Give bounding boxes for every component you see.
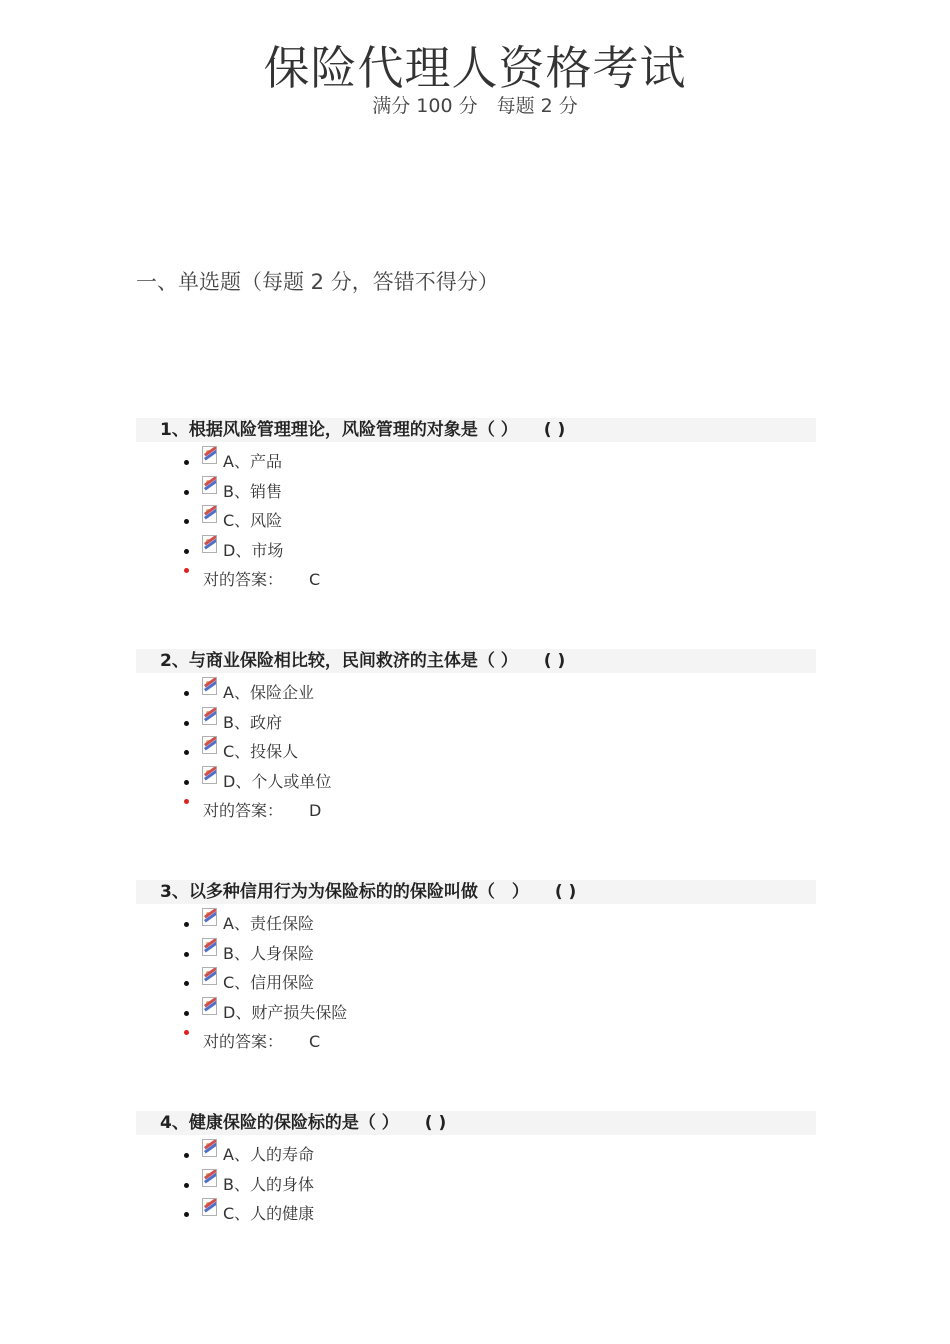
option-item[interactable] bbox=[136, 963, 816, 993]
broken-image-icon bbox=[202, 736, 217, 754]
option-item[interactable] bbox=[136, 673, 816, 703]
answer-label: 对的答案： bbox=[203, 801, 284, 820]
page-subtitle: 满分 100 分 每题 2 分 bbox=[372, 95, 578, 117]
option-label: C、投保人 bbox=[223, 742, 299, 761]
broken-image-icon bbox=[202, 938, 217, 956]
answer-value: C bbox=[309, 570, 321, 589]
option-list bbox=[136, 904, 816, 1052]
bullet-icon bbox=[184, 780, 189, 785]
option-item[interactable] bbox=[136, 472, 816, 502]
broken-image-icon bbox=[202, 1139, 217, 1157]
broken-image-icon bbox=[202, 967, 217, 985]
option-list bbox=[136, 442, 816, 590]
page-title: 保险代理人资格考试 bbox=[263, 41, 687, 95]
bullet-icon bbox=[184, 1011, 189, 1016]
bullet-icon bbox=[184, 952, 189, 957]
bullet-icon bbox=[184, 519, 189, 524]
question-text: 4、健康保险的保险标的是（ ） bbox=[160, 1113, 399, 1133]
option-label: B、人身保险 bbox=[223, 943, 314, 963]
bullet-icon bbox=[184, 568, 189, 573]
question-text: 2、与商业保险相比较，民间救济的主体是（ ） bbox=[160, 651, 518, 671]
bullet-icon bbox=[184, 549, 189, 554]
answer-item bbox=[136, 791, 816, 821]
answer-item bbox=[136, 1022, 816, 1052]
bullet-icon bbox=[184, 799, 189, 804]
broken-image-icon bbox=[202, 535, 217, 553]
bullet-icon bbox=[184, 721, 189, 726]
broken-image-icon bbox=[202, 997, 217, 1015]
option-item[interactable] bbox=[136, 1194, 816, 1224]
option-label: C、风险 bbox=[223, 511, 283, 530]
bullet-icon bbox=[184, 750, 189, 755]
bullet-icon bbox=[184, 490, 189, 495]
bullet-icon bbox=[184, 1030, 189, 1035]
option-item[interactable] bbox=[136, 1135, 816, 1165]
answer-value: D bbox=[309, 801, 322, 820]
question-header bbox=[136, 649, 816, 673]
broken-image-icon bbox=[202, 677, 217, 695]
bullet-icon bbox=[184, 691, 189, 696]
option-label: B、人的身体 bbox=[223, 1174, 314, 1194]
option-label: A、保险企业 bbox=[223, 683, 314, 702]
option-label: A、责任保险 bbox=[223, 914, 314, 933]
section-heading: 一、单选题（每题 2 分，答错不得分） bbox=[136, 270, 499, 294]
bullet-icon bbox=[184, 922, 189, 927]
question-paren: ( ) bbox=[424, 1113, 447, 1133]
broken-image-icon bbox=[202, 446, 217, 464]
answer-label: 对的答案： bbox=[203, 1032, 284, 1051]
option-label: B、政府 bbox=[223, 712, 282, 732]
option-item[interactable] bbox=[136, 703, 816, 733]
answer-label: 对的答案： bbox=[203, 570, 284, 589]
question-block bbox=[136, 649, 816, 821]
bullet-icon bbox=[184, 1212, 189, 1217]
broken-image-icon bbox=[202, 707, 217, 725]
broken-image-icon bbox=[202, 1169, 217, 1187]
answer-value: C bbox=[309, 1032, 321, 1051]
option-label: D、财产损失保险 bbox=[223, 1002, 348, 1022]
broken-image-icon bbox=[202, 476, 217, 494]
option-item[interactable] bbox=[136, 531, 816, 561]
option-label: A、人的寿命 bbox=[223, 1145, 314, 1164]
question-paren: ( ) bbox=[554, 882, 577, 902]
question-block bbox=[136, 418, 816, 590]
question-text: 3、以多种信用行为为保险标的的保险叫做（ ） bbox=[160, 882, 529, 902]
option-list bbox=[136, 673, 816, 821]
option-label: B、销售 bbox=[223, 481, 282, 501]
question-text: 1、根据风险管理理论，风险管理的对象是（ ） bbox=[160, 420, 518, 440]
option-label: A、产品 bbox=[223, 452, 282, 471]
option-list bbox=[136, 1135, 816, 1224]
bullet-icon bbox=[184, 1153, 189, 1158]
question-paren: ( ) bbox=[543, 651, 566, 671]
option-item[interactable] bbox=[136, 904, 816, 934]
option-item[interactable] bbox=[136, 762, 816, 792]
broken-image-icon bbox=[202, 908, 217, 926]
broken-image-icon bbox=[202, 766, 217, 784]
option-label: C、信用保险 bbox=[223, 973, 315, 992]
option-label: D、个人或单位 bbox=[223, 771, 332, 791]
question-header bbox=[136, 418, 816, 442]
option-item[interactable] bbox=[136, 732, 816, 762]
option-item[interactable] bbox=[136, 1165, 816, 1195]
question-header bbox=[136, 880, 816, 904]
option-item[interactable] bbox=[136, 934, 816, 964]
broken-image-icon bbox=[202, 1198, 217, 1216]
answer-item bbox=[136, 560, 816, 590]
bullet-icon bbox=[184, 1183, 189, 1188]
question-block bbox=[136, 1111, 816, 1224]
option-label: C、人的健康 bbox=[223, 1204, 315, 1223]
bullet-icon bbox=[184, 460, 189, 465]
question-block bbox=[136, 880, 816, 1052]
option-item[interactable] bbox=[136, 442, 816, 472]
broken-image-icon bbox=[202, 505, 217, 523]
bullet-icon bbox=[184, 981, 189, 986]
option-label: D、市场 bbox=[223, 540, 284, 560]
question-paren: ( ) bbox=[543, 420, 566, 440]
question-header bbox=[136, 1111, 816, 1135]
option-item[interactable] bbox=[136, 993, 816, 1023]
option-item[interactable] bbox=[136, 501, 816, 531]
